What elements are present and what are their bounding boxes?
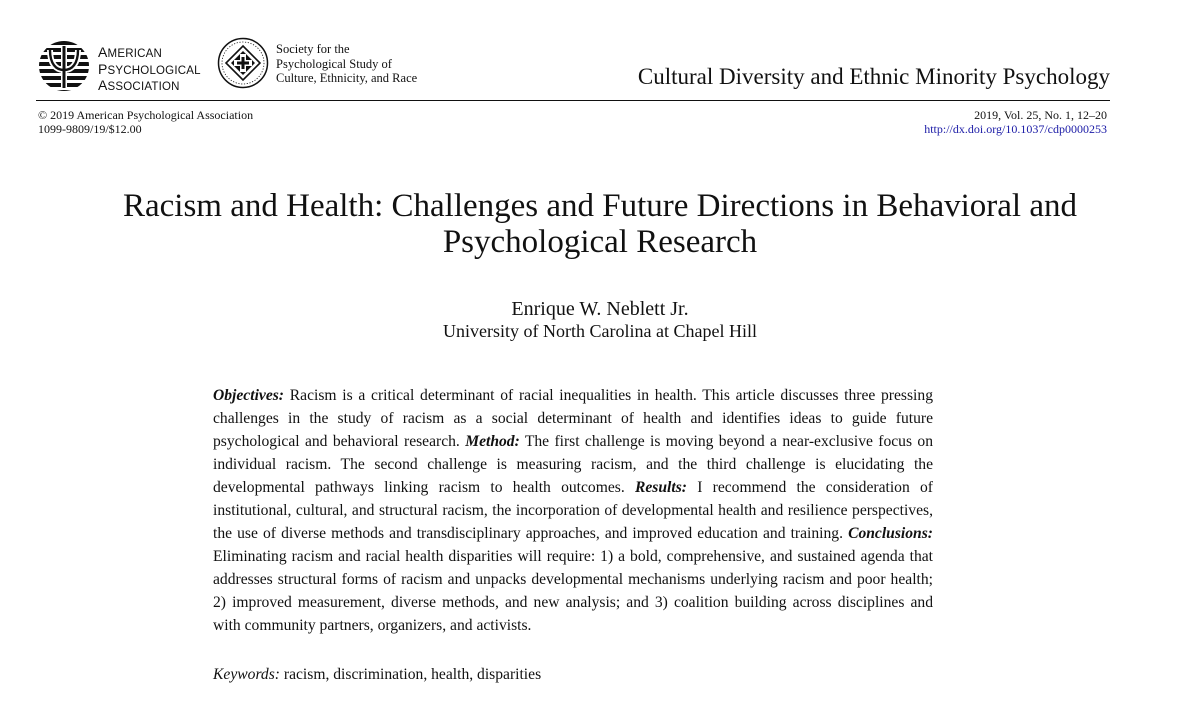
method-label: Method: bbox=[465, 433, 520, 450]
keywords-value: racism, discrimination, health, disparities bbox=[280, 666, 542, 683]
citation: 2019, Vol. 25, No. 1, 12–20 bbox=[974, 108, 1107, 122]
keywords bbox=[213, 663, 541, 686]
apa-logo-icon bbox=[38, 40, 90, 92]
journal-header bbox=[36, 34, 1110, 104]
author-name: Enrique W. Neblett Jr. bbox=[511, 298, 689, 320]
publication-meta-right bbox=[924, 109, 1107, 136]
abstract-text bbox=[213, 384, 933, 637]
objectives-label: Objectives: bbox=[213, 387, 285, 404]
doi-link[interactable]: http://dx.doi.org/10.1037/cdp0000253 bbox=[924, 121, 1107, 136]
results-label: Results: bbox=[634, 479, 687, 496]
article-title: Racism and Health: Challenges and Future Directions in Behavioral and Psychological Research bbox=[122, 188, 1077, 260]
journal-title: Cultural Diversity and Ethnic Minority Psychology bbox=[637, 64, 1110, 89]
author-affiliation: University of North Carolina at Chapel Hill bbox=[443, 321, 757, 341]
publication-meta-left bbox=[38, 109, 253, 136]
society-name: Society for the Psychological Study of Culture, Ethnicity, and Race bbox=[276, 42, 418, 85]
objectives-text: Racism is a critical determinant of racial inequalities in health. This article discusses three pressing challenges in the study of racism as a social determinant of health and identifies ideas to guide future psychological and behavioral research. bbox=[213, 387, 933, 450]
copyright: © 2019 American Psychological Association bbox=[38, 108, 254, 122]
abstract bbox=[213, 384, 933, 637]
results-text: I recommend the consideration of institutional, cultural, and structural racism, the incorporation of developmental health and resilience perspectives, the use of diverse methods and transdisciplinary approaches, and improved education and training. bbox=[213, 479, 934, 542]
issn: 1099-9809/19/$12.00 bbox=[38, 121, 142, 136]
header-divider bbox=[36, 100, 1110, 101]
conclusions-text: Eliminating racism and racial health disparities will require: 1) a bold, comprehensive, and sustained agenda that addresses structural forms of racism and unpacks developmental mechanisms underlying racism and poor health; 2) improved measurement, diverse methods, and new analysis; and 3) coalition building across disciplines and with community partners, organizers, and activists. bbox=[213, 548, 933, 634]
conclusions-label: Conclusions: bbox=[848, 525, 933, 542]
apa-name: AMERICAN PSYCHOLOGICAL ASSOCIATION bbox=[98, 44, 201, 93]
society-logo-icon bbox=[217, 37, 269, 89]
keywords-label: Keywords: bbox=[213, 666, 280, 683]
method-text: The first challenge is moving beyond a near-exclusive focus on individual racism. The second challenge is measuring racism, and the third challenge is elucidating the developmental pathways linking racism to health outcomes. bbox=[213, 433, 933, 496]
